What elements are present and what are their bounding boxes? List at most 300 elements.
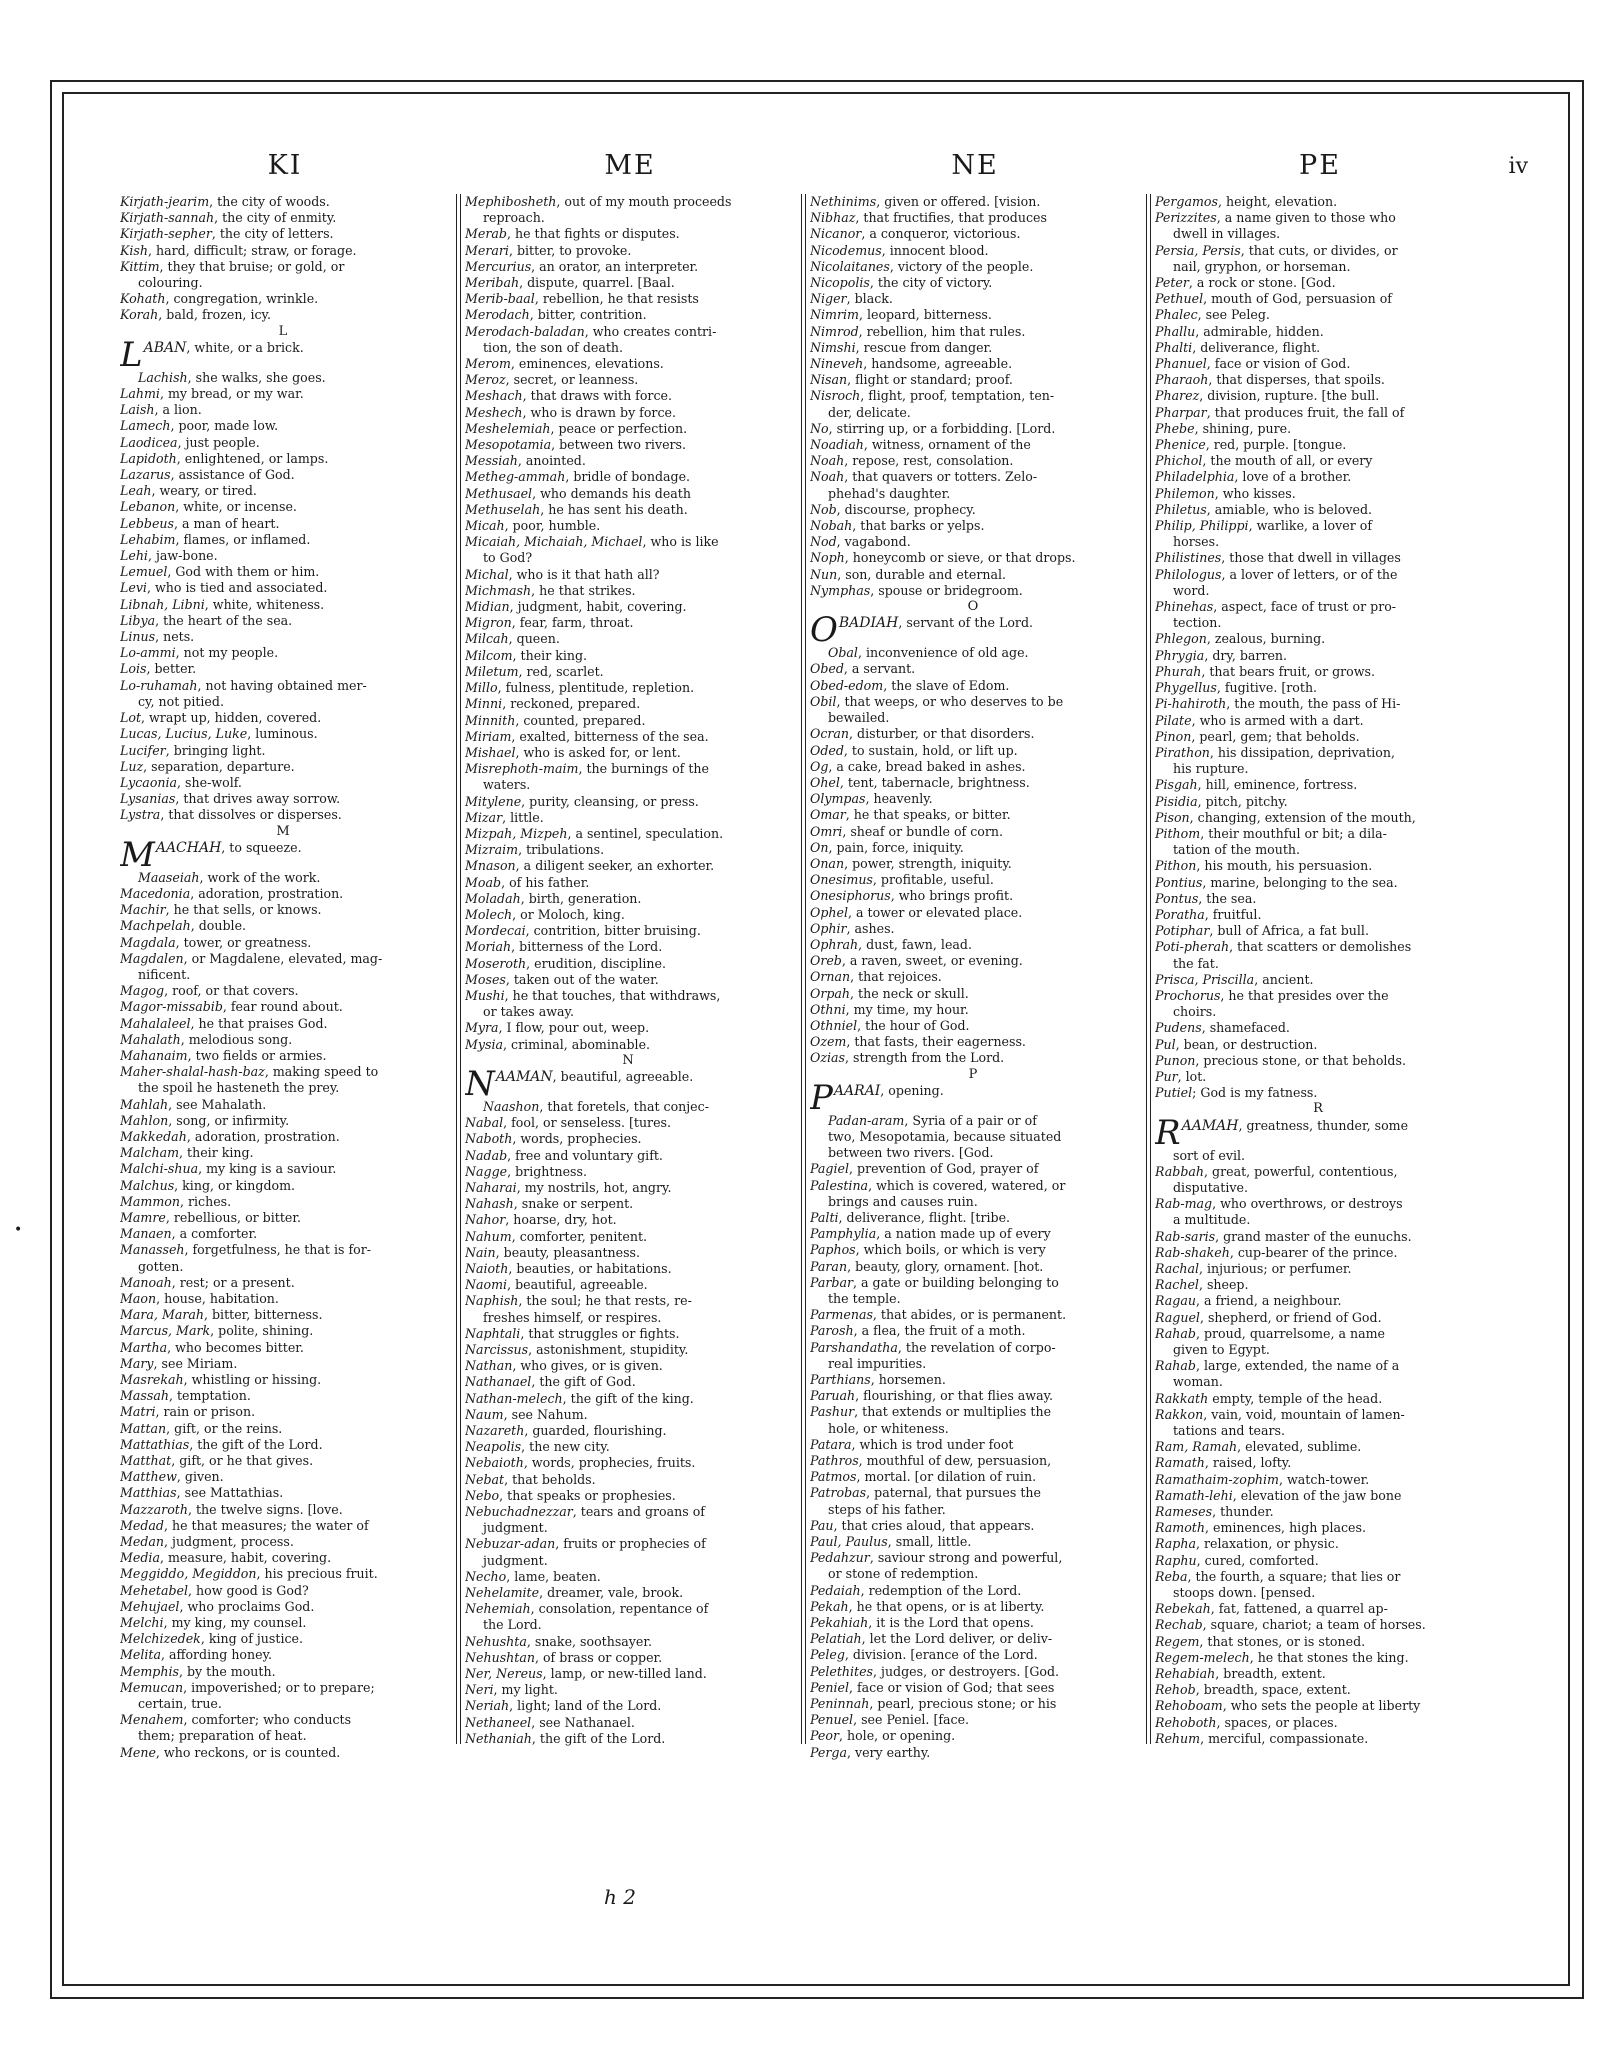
- entry-definition: , sheaf or bundle of corn.: [842, 823, 1003, 839]
- entry-continuation: [810, 710, 1136, 726]
- entry-definition: , bald, frozen, icy.: [158, 307, 271, 323]
- entry-name: Migron: [465, 615, 512, 631]
- entry-name: Malchi-shua: [120, 1161, 199, 1177]
- entry-definition: , my time, my hour.: [845, 1001, 969, 1017]
- entry-name: Noah: [810, 469, 845, 485]
- entry: [810, 518, 1136, 534]
- entry-definition: , see Nahum.: [503, 1406, 588, 1422]
- entry-definition: , who is tied and associated.: [146, 580, 328, 596]
- entry-definition: , eminences, elevations.: [510, 356, 664, 372]
- entry-name: Nicopolis: [810, 275, 870, 291]
- entry-definition: , fear round about.: [222, 999, 343, 1015]
- entry: [810, 905, 1136, 921]
- entry: [1155, 1488, 1481, 1504]
- entry: [465, 1488, 791, 1504]
- entry: [810, 1002, 1136, 1018]
- entry: [120, 1566, 446, 1582]
- entry-definition: or stone of redemption.: [828, 1566, 979, 1582]
- entry: [810, 1534, 1136, 1550]
- entry-name: No: [810, 420, 829, 436]
- signature-mark: h 2: [604, 1885, 636, 1909]
- entry-name: Mizraim: [465, 842, 519, 858]
- entry-definition: , he that presides over the: [1220, 987, 1389, 1003]
- entry-name: Obed-edom: [810, 677, 884, 693]
- entry-name: Pithon: [1155, 858, 1197, 874]
- entry-definition: , cured, comforted.: [1196, 1552, 1319, 1568]
- entry: [120, 1550, 446, 1566]
- entry-name: Ramoth: [1155, 1520, 1205, 1536]
- entry-definition: , lamp, or new-tilled land.: [542, 1666, 707, 1682]
- entry: [120, 1323, 446, 1339]
- entry-definition: , which is covered, watered, or: [868, 1177, 1066, 1193]
- entry-definition: , deliverance, flight. [tribe.: [838, 1209, 1011, 1225]
- entry-definition: , their mouthful or bit; a dila-: [1200, 825, 1387, 841]
- entry-name: Pithom: [1155, 825, 1201, 841]
- entry-name: Phalec: [1155, 307, 1198, 323]
- entry-name: Mishael: [465, 744, 516, 760]
- entry-definition: , horsemen.: [870, 1372, 946, 1388]
- entry-name: On: [810, 839, 829, 855]
- entry-name: Midian: [465, 599, 510, 615]
- entry-name: Laish: [120, 402, 155, 418]
- entry-name: Misrephoth-maim: [465, 761, 579, 777]
- entry-definition: , strength from the Lord.: [844, 1050, 1005, 1066]
- entry: [1155, 1326, 1481, 1342]
- entry: [1155, 1164, 1481, 1180]
- entry-definition: , a friend, a neighbour.: [1195, 1293, 1342, 1309]
- entry: [1155, 599, 1481, 615]
- entry: [810, 1307, 1136, 1323]
- entry: [1155, 1261, 1481, 1277]
- entry-name: Millo: [465, 680, 498, 696]
- entry-definition: , a gate or building belonging to: [853, 1274, 1059, 1290]
- entry: [120, 1275, 446, 1291]
- entry-name: Leah: [120, 483, 152, 499]
- entry-name: Methusael: [465, 485, 533, 501]
- entry: [120, 1340, 446, 1356]
- entry-definition: , the sea.: [1198, 890, 1257, 906]
- entry-name: Rahab: [1155, 1325, 1196, 1341]
- entry: [1155, 1391, 1481, 1407]
- entry-definition: the fat.: [1173, 955, 1219, 971]
- entry: [810, 969, 1136, 985]
- entry-definition: , king of justice.: [200, 1631, 303, 1647]
- entry-definition: , birth, generation.: [520, 890, 642, 906]
- entry: [120, 1032, 446, 1048]
- entry: [465, 1115, 791, 1131]
- entry: [465, 1439, 791, 1455]
- entry-name: Rab-shakeh: [1155, 1244, 1230, 1260]
- entry-definition: , gift, or he that gives.: [171, 1453, 314, 1469]
- entry: [1155, 939, 1481, 955]
- entry-definition: , temptation.: [168, 1388, 251, 1404]
- entry: [810, 1259, 1136, 1275]
- entry: [465, 1585, 791, 1601]
- entry: [465, 469, 791, 485]
- entry-continuation: [1155, 1374, 1481, 1390]
- entry: [1155, 1085, 1481, 1101]
- entry-definition: , that bears fruit, or grows.: [1201, 663, 1376, 679]
- entry-continuation: [465, 340, 791, 356]
- entry-name: Lebanon: [120, 499, 176, 515]
- entry-definition: , judgment, habit, covering.: [509, 599, 687, 615]
- entry-continuation: [1155, 1180, 1481, 1196]
- entry-name: Malchus: [120, 1177, 175, 1193]
- entry-definition: tection.: [1173, 615, 1222, 631]
- entry-name: Nimshi: [810, 339, 856, 355]
- entry-name: Olympas: [810, 791, 866, 807]
- column-3: [810, 194, 1136, 1874]
- entry: [465, 1666, 791, 1682]
- entry: [810, 1161, 1136, 1177]
- drop-cap: R: [1155, 1117, 1181, 1148]
- entry: [120, 1372, 446, 1388]
- entry-name: AACHAH: [155, 839, 222, 856]
- entry: [120, 1113, 446, 1129]
- entry: [465, 518, 791, 534]
- entry-definition: , two fields or armies.: [187, 1047, 327, 1063]
- entry-definition: , anointed.: [517, 453, 586, 469]
- entry-continuation: [120, 1728, 446, 1744]
- entry: [465, 972, 791, 988]
- entry: [120, 1129, 446, 1145]
- entry-definition: , let the Lord deliver, or deliv-: [861, 1631, 1053, 1647]
- entry-name: Og: [810, 758, 829, 774]
- entry-continuation: [1155, 226, 1481, 242]
- entry-definition: nificent.: [138, 966, 191, 982]
- entry: [120, 386, 446, 402]
- entry-name: Memphis: [120, 1663, 179, 1679]
- section-first-entry: [810, 615, 1136, 645]
- entry-name: Methuselah: [465, 501, 541, 517]
- entry-name: Lo-ammi: [120, 645, 176, 661]
- entry-name: Nehemiah: [465, 1601, 531, 1617]
- entry: [1155, 486, 1481, 502]
- entry: [120, 499, 446, 515]
- entry: [1155, 275, 1481, 291]
- entry-definition: , small, little.: [887, 1534, 972, 1550]
- entry-definition: , the revelation of corpo-: [897, 1339, 1056, 1355]
- section-first-entry: [1155, 1118, 1481, 1148]
- entry: [810, 1340, 1136, 1356]
- entry-definition: , bitterness of the Lord.: [511, 939, 663, 955]
- entry: [465, 713, 791, 729]
- entry-name: Niger: [810, 291, 847, 307]
- entry: [1155, 324, 1481, 340]
- entry: [465, 875, 791, 891]
- entry-name: Pelatiah: [810, 1631, 862, 1647]
- entry-name: Mesopotamia: [465, 437, 552, 453]
- entry-name: Levi: [120, 580, 147, 596]
- entry-definition: , greatness, thunder, some: [1238, 1117, 1409, 1133]
- entry-definition: cy, not pitied.: [138, 693, 224, 709]
- entry-definition: , polite, shining.: [210, 1323, 314, 1339]
- entry-definition: , not my people.: [175, 645, 279, 661]
- entry-definition: , of brass or copper.: [534, 1649, 663, 1665]
- entry-name: Nehushtan: [465, 1649, 535, 1665]
- entry-definition: , a man of heart.: [173, 515, 280, 531]
- entry: [1155, 1715, 1481, 1731]
- entry: [120, 291, 446, 307]
- entry: [465, 1229, 791, 1245]
- entry-name: Pison: [1155, 809, 1190, 825]
- entry: [1155, 826, 1481, 842]
- entry-name: Pirathon: [1155, 744, 1210, 760]
- entry: [1155, 388, 1481, 404]
- entry: [465, 275, 791, 291]
- entry-continuation: [1155, 956, 1481, 972]
- entry: [465, 1698, 791, 1714]
- entry-definition: or takes away.: [483, 1004, 574, 1020]
- entry-name: Melchizedek: [120, 1631, 201, 1647]
- entry-definition: bewailed.: [828, 710, 890, 726]
- entry-definition: his rupture.: [1173, 761, 1249, 777]
- entry-definition: given to Egypt.: [1173, 1342, 1270, 1358]
- entry-name: Maher-shalal-hash-baz: [120, 1064, 265, 1080]
- entry: [120, 1745, 446, 1761]
- entry-definition: , shepherd, or friend of God.: [1199, 1309, 1382, 1325]
- entry-definition: , measure, habit, covering.: [159, 1550, 332, 1566]
- entry-definition: , to sustain, hold, or lift up.: [843, 742, 1018, 758]
- entry-name: Rahab: [1155, 1358, 1196, 1374]
- entry-name: Lucifer: [120, 742, 166, 758]
- entry-continuation: [810, 1145, 1136, 1161]
- entry-name: Meggiddo, Megiddon: [120, 1566, 257, 1582]
- entry-name: Onan: [810, 855, 845, 871]
- entry-definition: , fulness, plentitude, repletion.: [497, 680, 695, 696]
- entry: [120, 226, 446, 242]
- entry-definition: , face or vision of God; that sees: [848, 1679, 1055, 1695]
- entry-definition: , ashes.: [846, 920, 895, 936]
- entry-definition: , bull of Africa, a fat bull.: [1209, 923, 1369, 939]
- entry-name: Onesimus: [810, 872, 873, 888]
- entry: [465, 939, 791, 955]
- entry-definition: , who is like: [642, 534, 719, 550]
- entry-definition: , hoarse, dry, hot.: [505, 1212, 617, 1228]
- entry: [810, 340, 1136, 356]
- entry-continuation: [465, 777, 791, 793]
- entry: [120, 629, 446, 645]
- entry-definition: disputative.: [1173, 1179, 1248, 1195]
- entry-definition: , which is trod under foot: [851, 1436, 1014, 1452]
- entry: [120, 1453, 446, 1469]
- entry-name: Magdala: [120, 934, 176, 950]
- entry-definition: , tower, or greatness.: [175, 934, 312, 950]
- entry: [810, 1664, 1136, 1680]
- entry-definition: , hill, eminence, fortress.: [1197, 777, 1358, 793]
- entry-definition: , a cake, bread baked in ashes.: [828, 758, 1026, 774]
- entry: [810, 1210, 1136, 1226]
- entry-name: Mahalath: [120, 1031, 181, 1047]
- entry-name: Palestina: [810, 1177, 869, 1193]
- entry: [1155, 907, 1481, 923]
- entry-definition: , prevention of God, prayer of: [849, 1161, 1039, 1177]
- entry: [1155, 567, 1481, 583]
- entry-continuation: [810, 645, 1136, 661]
- entry-definition: , servant of the Lord.: [898, 615, 1034, 631]
- entry-definition: , power, strength, iniquity.: [844, 855, 1012, 871]
- page-number: iv: [1508, 154, 1528, 179]
- section-letter: L: [278, 323, 288, 339]
- entry-name: Pekah: [810, 1598, 849, 1614]
- entry: [465, 1391, 791, 1407]
- entry-definition: , impoverished; or to prepare;: [183, 1679, 375, 1695]
- entry: [1155, 1358, 1481, 1374]
- column-header-4: PE: [1299, 150, 1341, 181]
- entry-continuation: [810, 1502, 1136, 1518]
- entry-name: Pharez: [1155, 388, 1200, 404]
- entry-name: Moladah: [465, 890, 521, 906]
- entry-name: Nabal: [465, 1115, 504, 1131]
- entry-definition: , tent, tabernacle, brightness.: [839, 774, 1030, 790]
- entry: [1155, 1666, 1481, 1682]
- entry-definition: , breadth, extent.: [1215, 1666, 1326, 1682]
- entry-name: AAMAH: [1181, 1117, 1239, 1134]
- entry-name: Peninnah: [810, 1696, 870, 1712]
- entry-continuation: [465, 1553, 791, 1569]
- entry: [1155, 1020, 1481, 1036]
- entry-name: Merodach-baladan: [465, 323, 585, 339]
- entry-continuation: [1155, 615, 1481, 631]
- entry-definition: stoops down. [pensed.: [1173, 1585, 1316, 1601]
- entry-name: Phalti: [1155, 339, 1193, 355]
- entry: [1155, 1053, 1481, 1069]
- entry-name: Neriah: [465, 1698, 510, 1714]
- entry-definition: , beauty, pleasantness.: [495, 1244, 641, 1260]
- entry-definition: , a tower or elevated place.: [847, 904, 1023, 920]
- entry-definition: , ancient.: [1254, 971, 1314, 987]
- entry: [810, 840, 1136, 856]
- entry-name: Lapidoth: [120, 450, 177, 466]
- entry: [1155, 972, 1481, 988]
- entry: [1155, 518, 1481, 534]
- entry-definition: , forgetfulness, he that is for-: [184, 1242, 371, 1258]
- entry-name: Maon: [120, 1291, 157, 1306]
- entry-definition: , who becomes bitter.: [167, 1339, 304, 1355]
- entry-name: Neapolis: [465, 1439, 522, 1455]
- entry-definition: , division. [erance of the Lord.: [844, 1647, 1038, 1663]
- entry-name: Moseroth: [465, 955, 527, 971]
- entry-definition: , rain or prison.: [155, 1404, 256, 1420]
- section-first-entry: [810, 1083, 1136, 1113]
- entry: [810, 1583, 1136, 1599]
- entry-name: Regem: [1155, 1633, 1200, 1649]
- entry-name: Ramath-lehi: [1155, 1487, 1233, 1503]
- entry: [1155, 664, 1481, 680]
- entry-definition: , the mouth, the pass of Hi-: [1226, 696, 1401, 712]
- entry-definition: tation of the mouth.: [1173, 842, 1301, 858]
- entry-definition: , astonishment, stupidity.: [528, 1342, 689, 1358]
- entry-definition: , a servant.: [843, 661, 916, 677]
- entry-name: Magdalen: [120, 950, 184, 966]
- entry: [465, 599, 791, 615]
- entry-definition: , his mouth, his persuasion.: [1196, 858, 1373, 874]
- entry: [1155, 421, 1481, 437]
- entry-definition: , comforter, penitent.: [511, 1228, 648, 1244]
- entry-name: Massah: [120, 1388, 169, 1404]
- entry-name: Nathan: [465, 1358, 513, 1374]
- entry-name: Noph: [810, 550, 845, 566]
- entry-name: Rab-saris: [1155, 1228, 1216, 1244]
- entry-name: Parmenas: [810, 1307, 873, 1323]
- entry-definition: , zealous, burning.: [1206, 631, 1326, 647]
- entry: [810, 726, 1136, 742]
- entry-definition: , heavenly.: [865, 791, 933, 807]
- entry-name: Kirjath-sannah: [120, 210, 215, 226]
- entry-name: Manasseh: [120, 1242, 185, 1258]
- entry-definition: , fruitful.: [1204, 906, 1262, 922]
- entry-name: Punon: [1155, 1052, 1196, 1068]
- entry: [465, 453, 791, 469]
- entry-definition: , fear, farm, throat.: [511, 615, 634, 631]
- entry: [465, 405, 791, 421]
- entry-definition: , between two rivers.: [551, 437, 687, 453]
- entry-name: Merom: [465, 356, 511, 372]
- entry-definition: , of his father.: [501, 874, 590, 890]
- entry: [1155, 891, 1481, 907]
- entry-definition: , innocent blood.: [881, 242, 989, 258]
- entry-definition: , judgment, process.: [164, 1534, 294, 1550]
- entry: [120, 243, 446, 259]
- entry: [1155, 875, 1481, 891]
- entry-definition: , he that opens, or is at liberty.: [848, 1598, 1045, 1614]
- entry-continuation: [1155, 761, 1481, 777]
- entry-definition: , elevation of the jaw bone: [1232, 1487, 1402, 1503]
- entry-definition: , a lion.: [154, 402, 202, 418]
- entry-definition: , bitter, bitterness.: [203, 1307, 323, 1323]
- entry: [120, 1647, 446, 1663]
- entry-name: Parthians: [810, 1372, 871, 1388]
- entry-name: Reba: [1155, 1568, 1188, 1584]
- entry-name: Memucan: [120, 1679, 184, 1695]
- entry-definition: reproach.: [483, 210, 545, 226]
- entry: [120, 1016, 446, 1032]
- entry-name: Prisca, Priscilla: [1155, 971, 1255, 987]
- entry: [810, 210, 1136, 226]
- entry: [810, 259, 1136, 275]
- entry-name: Neri: [465, 1682, 494, 1698]
- entry-definition: , bean, or destruction.: [1175, 1036, 1318, 1052]
- entry-name: Regem-melech: [1155, 1649, 1250, 1665]
- entry-name: Narcissus: [465, 1342, 529, 1358]
- entry: [120, 1242, 446, 1258]
- entry-name: AARAI: [833, 1082, 881, 1099]
- entry: [810, 1404, 1136, 1420]
- entry-continuation: [465, 550, 791, 566]
- entry: [120, 1664, 446, 1680]
- entry: [120, 1064, 446, 1080]
- entry-definition: word.: [1173, 582, 1210, 598]
- entry: [120, 548, 446, 564]
- entry-definition: , rebellion, he that resists: [534, 291, 699, 307]
- entry-definition: , bitter, to provoke.: [508, 242, 632, 258]
- entry-definition: , rescue from danger.: [855, 339, 993, 355]
- entry-name: Paul, Paulus: [810, 1534, 888, 1550]
- drop-cap: L: [120, 339, 143, 370]
- entry: [120, 710, 446, 726]
- entry: [1155, 1196, 1481, 1212]
- entry: [465, 1650, 791, 1666]
- entry-definition: certain, true.: [138, 1696, 222, 1712]
- entry-name: Phenice: [1155, 437, 1206, 453]
- entry: [810, 583, 1136, 599]
- entry-name: Mephibosheth: [465, 194, 557, 209]
- entry-definition: , lame, beaten.: [506, 1568, 601, 1584]
- entry-name: Korah: [120, 307, 159, 323]
- entry-name: Mamre: [120, 1209, 166, 1225]
- entry-definition: , paternal, that pursues the: [866, 1485, 1041, 1501]
- entry: [810, 1599, 1136, 1615]
